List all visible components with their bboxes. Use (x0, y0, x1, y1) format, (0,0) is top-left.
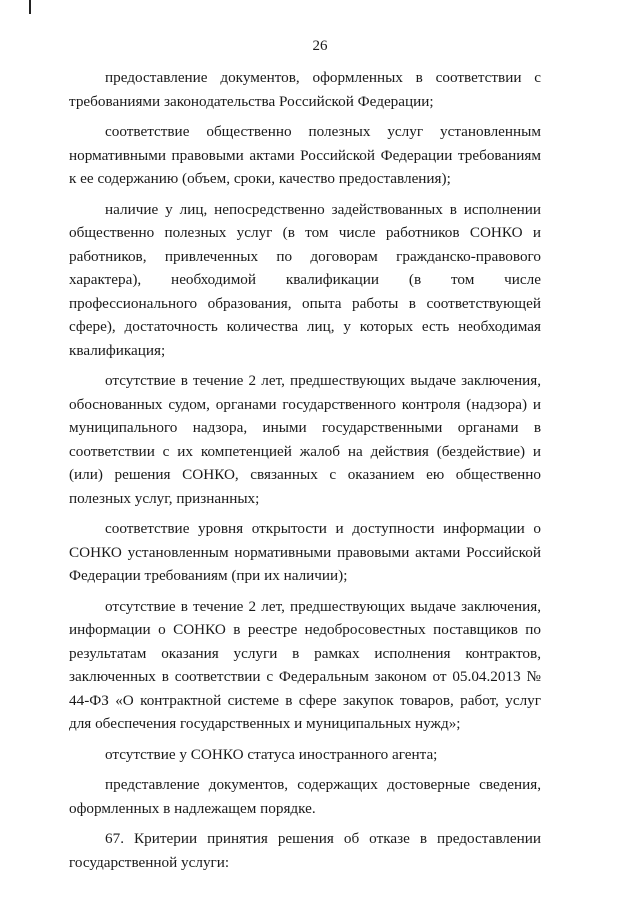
document-body (69, 66, 541, 874)
paragraph-reliable-information: представление документов, содержащих достоверные сведения, оформленных в надлежащем порядке. (69, 776, 541, 817)
paragraph-refusal-criteria: 67. Критерии принятия решения об отказе в предоставлении государственной услуги: (69, 830, 541, 871)
paragraph-documents-submission: предоставление документов, оформленных в соответствии с требованиями законодательства Российской Федерации; (69, 69, 541, 110)
paragraph-information-openness: соответствие уровня открытости и доступности информации о СОНКО установленным нормативными правовыми актами Российской Федерации требованиям (при их наличии); (69, 520, 541, 584)
paragraph-no-complaints: отсутствие в течение 2 лет, предшествующих выдаче заключения, обоснованных судом, органами государственного контроля (надзора) и муниципального надзора, иными государственными органами в соответствии с их компетенцией жалоб на действия (бездействие) и (или) решения СОНКО, связанных с оказанием ею общественно полезных услуг, признанных; (69, 372, 541, 507)
paragraph-supplier-registry: отсутствие в течение 2 лет, предшествующих выдаче заключения, информации о СОНКО в реестре недобросовестных поставщиков по результатам оказания услуги в рамках исполнения контрактов, заключенных в соответствии с Федеральным законом от 05.04.2013 № 44-ФЗ «О контрактной системе в сфере закупок товаров, работ, услуг для обеспечения государственных и муниципальных нужд»; (69, 597, 541, 732)
paragraph-staff-qualification: наличие у лиц, непосредственно задействованных в исполнении общественно полезных услуг (в том числе работников СОНКО и работников, привлеченных по договорам гражданско-правового характера), необходимой квалификации (в том числе профессионального образования, опыта работы в соответствующей сфере), достаточность количества лиц, у которых есть необходимая квалификация; (69, 200, 541, 359)
paragraph-services-compliance: соответствие общественно полезных услуг установленным нормативными правовыми актами Российской Федерации требованиям к ее содержанию (объем, сроки, качество предоставления); (69, 123, 541, 187)
paragraph-foreign-agent-status: отсутствие у СОНКО статуса иностранного агента; (105, 745, 438, 763)
page-number: 26 (312, 38, 328, 54)
